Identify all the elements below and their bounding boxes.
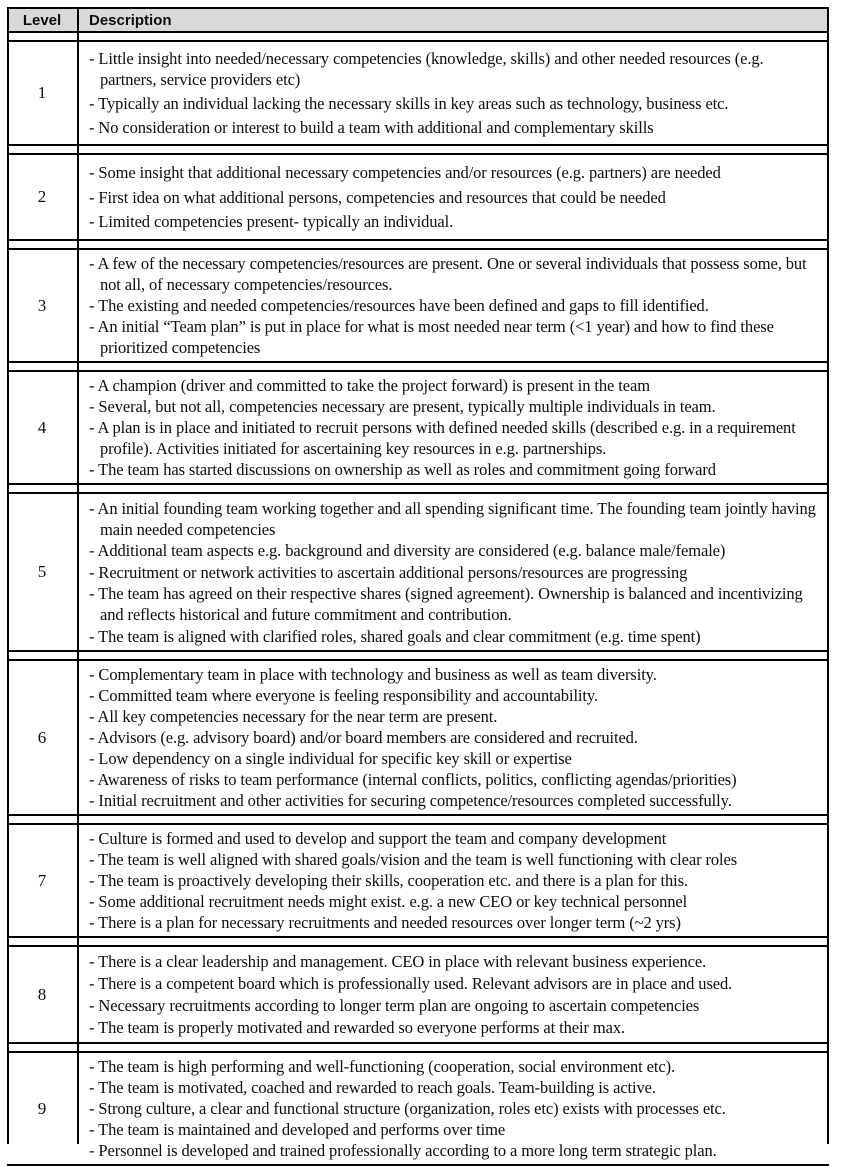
level-cell: 2 <box>37 187 47 206</box>
table-row <box>7 659 829 816</box>
bullet-item: - Little insight into needed/necessary competencies (knowledge, skills) and other needed resources (e.g. partners, service providers etc) <box>89 49 764 89</box>
table-header-row <box>7 7 829 33</box>
bullet-item: - Complementary team in place with technology and business as well as team diversity. <box>89 665 657 684</box>
bullet-item: - The team is well aligned with shared goals/vision and the team is well functioning with clear roles <box>89 850 738 869</box>
description-cell <box>77 250 829 361</box>
bullet-item: - The team is properly motivated and rewarded so everyone performs at their max. <box>89 1018 626 1037</box>
bullet-item: - Several, but not all, competencies necessary are present, typically multiple individuals in team. <box>89 397 716 416</box>
bullet-item: - The team is motivated, coached and rewarded to reach goals. Team-building is active. <box>89 1078 656 1097</box>
level-cell: 7 <box>37 870 47 890</box>
bullet-item: - There is a clear leadership and management. CEO in place with relevant business experience. <box>89 952 707 971</box>
table-right-border <box>827 7 829 1144</box>
bullet-item: - A champion (driver and committed to take the project forward) is present in the team <box>89 376 650 395</box>
bullet-item: - The team is proactively developing their skills, cooperation etc. and there is a plan for this. <box>89 871 688 890</box>
table-row <box>7 945 829 1044</box>
level-cell: 9 <box>37 1098 47 1118</box>
bullet-item: - Initial recruitment and other activities for securing competence/resources completed successfully. <box>89 791 732 810</box>
table-row <box>7 492 829 652</box>
level-cell: 1 <box>37 83 47 102</box>
table-row <box>7 823 829 938</box>
bullet-item: - There is a plan for necessary recruitments and needed resources over longer term (~2 yrs) <box>89 913 681 932</box>
table-row <box>7 153 829 241</box>
bullet-item: - An initial founding team working together and all spending significant time. The founding team jointly having main needed competencies <box>89 498 816 539</box>
bullet-item: - First idea on what additional persons, competencies and resources that could be needed <box>89 187 666 207</box>
bullet-item: - No consideration or interest to build a team with additional and complementary skills <box>89 118 654 137</box>
bullet-item: - There is a competent board which is professionally used. Relevant advisors are in place and used. <box>89 974 733 993</box>
bullet-item: - Some insight that additional necessary competencies and/or resources (e.g. partners) are needed <box>89 162 721 182</box>
bullet-item: - A plan is in place and initiated to recruit persons with defined needed skills (described e.g. in a requirement profile). Activities initiated for ascertaining key resources in e.g. partnerships. <box>89 418 796 458</box>
table-left-border <box>7 7 9 1144</box>
bullet-item: - Some additional recruitment needs might exist. e.g. a new CEO or key technical personnel <box>89 892 688 911</box>
level-cell: 5 <box>37 562 47 581</box>
level-cell: 4 <box>37 417 47 437</box>
description-cell <box>77 1053 829 1164</box>
bullet-item: - Strong culture, a clear and functional structure (organization, roles etc) exists with processes etc. <box>89 1099 726 1118</box>
bullet-item: - Culture is formed and used to develop and support the team and company development <box>89 829 667 848</box>
bullet-item: - The team has agreed on their respective shares (signed agreement). Ownership is balanced and incentivizing and reflects historical and future commitment and contribution. <box>89 584 803 624</box>
bullet-item: - Low dependency on a single individual for specific key skill or expertise <box>89 749 572 768</box>
bullet-item: - Personnel is developed and trained professionally according to a more long term strategic plan. <box>89 1141 717 1160</box>
description-cell <box>77 372 829 483</box>
description-cell <box>77 661 829 814</box>
bullet-item: - Typically an individual lacking the necessary skills in key areas such as technology, business etc. <box>89 94 729 113</box>
level-cell: 3 <box>37 295 47 315</box>
level-cell: 6 <box>37 727 47 747</box>
bullet-item: - The team has started discussions on ownership as well as roles and commitment going forward <box>89 460 716 479</box>
description-cell <box>77 42 829 144</box>
table-row <box>7 40 829 146</box>
description-cell <box>77 825 829 936</box>
bullet-item: - Committed team where everyone is feeling responsibility and accountability. <box>89 686 598 705</box>
table-column-divider <box>77 7 79 1144</box>
bullet-item: - Limited competencies present- typically an individual. <box>89 212 454 232</box>
table-row <box>7 370 829 485</box>
bullet-item: - The existing and needed competencies/resources have been defined and gaps to fill identified. <box>89 296 709 315</box>
bullet-item: - The team is high performing and well-functioning (cooperation, social environment etc). <box>89 1057 675 1076</box>
bullet-item: - The team is maintained and developed and performs over time <box>89 1120 506 1139</box>
bullet-item: - The team is aligned with clarified roles, shared goals and clear commitment (e.g. time spent) <box>89 626 701 646</box>
column-header-level: Level <box>22 11 62 29</box>
bullet-item: - A few of the necessary competencies/resources are present. One or several individuals that possess some, but not all, of necessary competencies/resources. <box>89 254 807 294</box>
description-cell <box>77 155 829 239</box>
bullet-item: - An initial “Team plan” is put in place for what is most needed near term (<1 year) and how to find these prioritized competencies <box>89 317 774 357</box>
bullet-item: - Awareness of risks to team performance (internal conflicts, politics, conflicting agendas/priorities) <box>89 770 737 789</box>
bullet-item: - All key competencies necessary for the near term are present. <box>89 707 498 726</box>
column-header-description: Description <box>89 11 172 29</box>
bullet-item: - Necessary recruitments according to longer term plan are ongoing to ascertain competencies <box>89 996 700 1015</box>
description-cell <box>77 947 829 1042</box>
table-body <box>7 40 829 1166</box>
description-cell <box>77 494 829 650</box>
bullet-item: - Recruitment or network activities to ascertain additional persons/resources are progressing <box>89 562 688 582</box>
team-readiness-level-table <box>7 7 829 1160</box>
table-row <box>7 248 829 363</box>
table-row <box>7 1051 829 1166</box>
bullet-item: - Advisors (e.g. advisory board) and/or board members are considered and recruited. <box>89 728 638 747</box>
level-cell: 8 <box>37 984 47 1004</box>
bullet-item: - Additional team aspects e.g. background and diversity are considered (e.g. balance male/female) <box>89 541 726 560</box>
